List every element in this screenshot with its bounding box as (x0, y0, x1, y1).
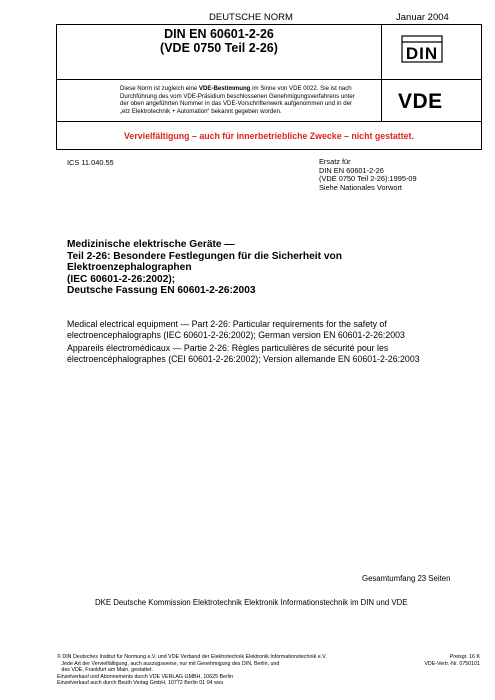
title-line-3: Elektroenzephalographen (67, 262, 192, 274)
ics-code: ICS 11.040.55 (67, 158, 114, 167)
french-line-2: électroencéphalographes (CEI 60601-2-26:2002); Version allemande EN 60601-2-26:2003 (67, 353, 420, 364)
copyright-line-3: des VDE, Frankfurt am Main, gestattet. (57, 667, 153, 674)
standard-number-din: DIN EN 60601-2-26 (164, 27, 274, 41)
frame-divider-lower (57, 121, 481, 122)
document-type-label: DEUTSCHE NORM (209, 12, 293, 23)
copyright-line-4: Einzelverkauf und Abonnements durch VDE VERLAG GMBH, 10625 Berlin (57, 673, 234, 680)
note-line-3: der oben angeführten Nummer in das VDE-Vorschriftenwerk aufgenommen und in der (120, 100, 353, 108)
standard-number (57, 27, 381, 55)
publication-date: Januar 2004 (396, 12, 449, 23)
frame-divider-vertical (381, 25, 382, 121)
english-line-2: electroencephalographs (IEC 60601-2-26:2002); German version EN 60601-2-26:2003 (67, 329, 405, 340)
replacement-line-4: Siehe Nationales Vorwort (319, 182, 402, 192)
document-title-english (67, 319, 431, 340)
document-title-french (67, 343, 431, 364)
replacement-info (319, 158, 417, 192)
din-logo-text: DIN (405, 44, 439, 63)
price-group: Preisgr. 16 K (449, 654, 480, 660)
note-line-1-post: im Sinne von VDE 0022. Sie ist nach (250, 85, 352, 92)
copyright-notice (57, 654, 387, 687)
document-title-german (67, 239, 467, 297)
note-line-4: „etz Elektrotechnik + Automation“ bekannt gegeben worden. (120, 107, 282, 115)
title-line-1: Medizinische elektrische Geräte — (67, 239, 235, 250)
replacement-line-1: Ersatz für (319, 157, 351, 166)
vde-determination-note (120, 85, 378, 115)
price-info (404, 654, 480, 667)
din-logo (400, 34, 444, 64)
replacement-line-2: DIN EN 60601-2-26 (319, 165, 384, 175)
title-line-5: Deutsche Fassung EN 60601-2-26:2003 (67, 285, 256, 297)
note-line-1-bold: VDE-Bestimmung (198, 85, 251, 92)
title-line-4: (IEC 60601-2-26:2002); (67, 273, 176, 285)
french-line-1: Appareils électromédicaux — Partie 2-26: Règles particulières de sécurité pour les (67, 343, 389, 353)
din-logo-graphic (400, 34, 444, 64)
dke-commission: DKE Deutsche Kommission Elektrotechnik Elektronik Informationstechnik im DIN und VDE (95, 598, 408, 607)
copyright-line-1: © DIN Deutsches Institut für Normung e.V. und VDE Verband der Elektrotechnik Elektronik Informationstechnik e.V. (57, 654, 327, 660)
note-line-1-pre: Diese Norm ist zugleich eine (120, 85, 199, 92)
english-line-1: Medical electrical equipment — Part 2-26: Particular requirements for the safety of (67, 319, 387, 329)
vde-logo: VDE (398, 90, 443, 113)
title-line-2: Teil 2-26: Besondere Festlegungen für die Sicherheit von (67, 250, 342, 262)
replacement-line-3: (VDE 0750 Teil 2-26):1995-09 (319, 174, 417, 184)
note-line-2: Durchführung des vom VDE-Präsidium beschlossenen Genehmigungsverfahrens unter (120, 92, 355, 100)
vde-distribution-number: VDE-Vertr.-Nr. 0750101 (424, 660, 480, 667)
standard-number-vde: (VDE 0750 Teil 2-26) (160, 41, 278, 55)
copyright-line-2: Jede Art der Vervielfältigung, auch auszugsweise, nur mit Genehmigung des DIN, Berlin, und (57, 660, 280, 667)
frame-divider-upper (57, 79, 481, 80)
total-pages: Gesamtumfang 23 Seiten (362, 574, 451, 583)
copyright-line-5: Einzelverkauf auch durch Beuth Verlag GmbH, 10772 Berlin 01 04 wvu (57, 680, 224, 687)
reproduction-warning: Vervielfältigung – auch für innerbetriebliche Zwecke – nicht gestattet. (124, 131, 414, 141)
